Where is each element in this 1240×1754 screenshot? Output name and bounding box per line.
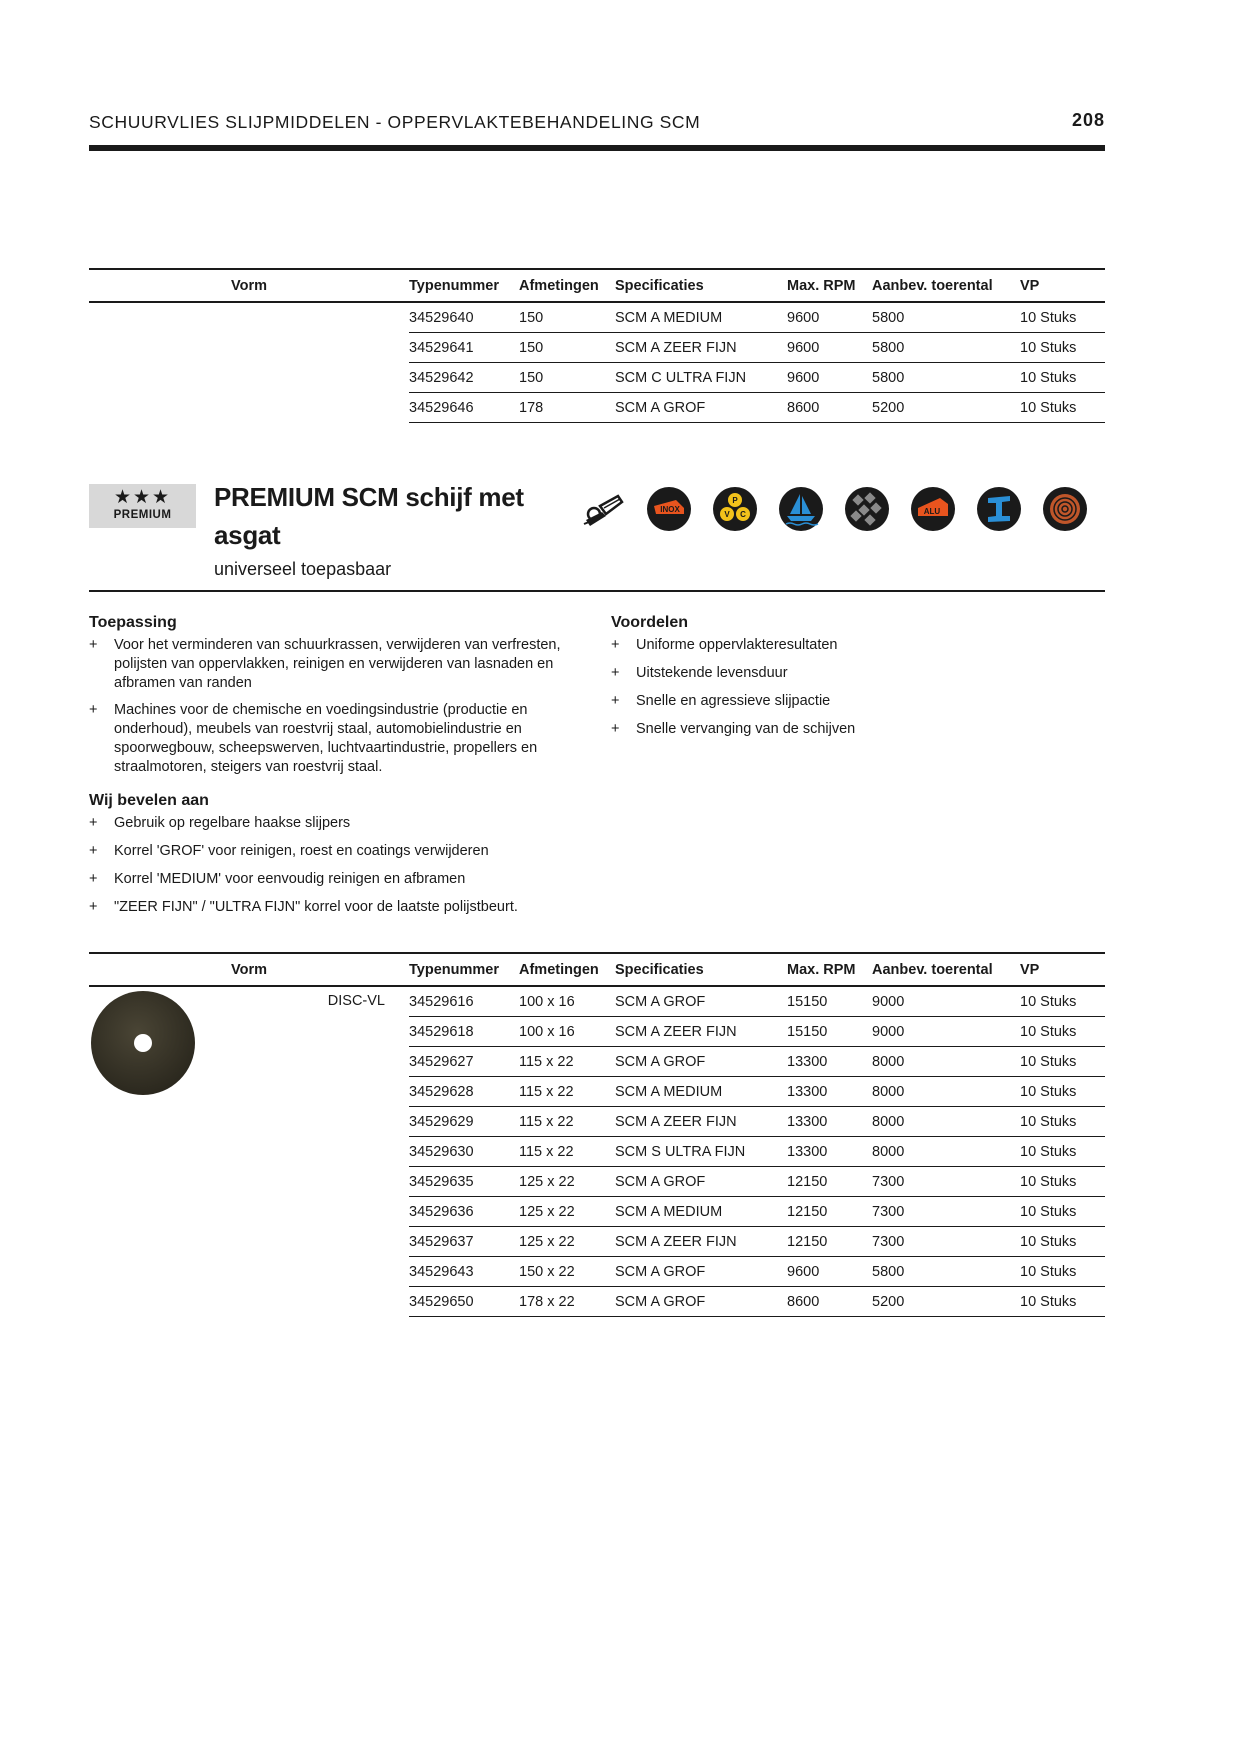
aanbev-toerental-cell: 5800 <box>872 333 1020 363</box>
max-rpm-cell: 13300 <box>787 1107 872 1137</box>
list-item: + Snelle vervanging van de schijven <box>611 720 1071 739</box>
max-rpm-cell: 9600 <box>787 1257 872 1287</box>
afmetingen-cell: 150 <box>519 302 615 333</box>
header-rule <box>89 145 1105 151</box>
aanbev-toerental-cell: 8000 <box>872 1077 1020 1107</box>
vp-cell: 10 Stuks <box>1020 1137 1105 1167</box>
premium-stars-icon: ★★★ <box>113 487 172 508</box>
column-header-aanbev-toerental: Aanbev. toerental <box>872 953 1020 986</box>
column-header-vorm: Vorm <box>89 269 409 302</box>
max-rpm-cell: 15150 <box>787 986 872 1017</box>
list-item: + Voor het verminderen van schuurkrassen, verwijderen van verfresten, polijsten van oppervlakken, reinigen en verwijderen van lasnaden en afbramen van randen <box>89 636 589 693</box>
page-number: 208 <box>1071 110 1105 130</box>
aanbev-toerental-cell: 7300 <box>872 1167 1020 1197</box>
table-row <box>89 302 1105 333</box>
column-header-aanbev-toerental: Aanbev. toerental <box>872 269 1020 302</box>
table-2-body <box>89 986 1105 1317</box>
page-header-title: SCHUURVLIES SLIJPMIDDELEN - OPPERVLAKTEBEHANDELING SCM <box>89 112 701 132</box>
bevelen-list <box>89 814 649 926</box>
disc-product-image <box>90 990 196 1096</box>
svg-text:P: P <box>732 496 738 505</box>
column-header-specificaties: Specificaties <box>615 269 787 302</box>
max-rpm-cell: 9600 <box>787 302 872 333</box>
column-header-vp: VP <box>1020 269 1105 302</box>
list-item: + Uniforme oppervlakteresultaten <box>611 636 1071 655</box>
product-table-1 <box>89 268 1105 423</box>
svg-text:V: V <box>724 510 730 519</box>
specificaties-cell: SCM A GROF <box>615 1287 787 1317</box>
shape-label: DISC-VL <box>327 993 385 1009</box>
max-rpm-cell: 13300 <box>787 1137 872 1167</box>
angle-grinder-icon <box>580 486 626 532</box>
aanbev-toerental-cell: 5200 <box>872 393 1020 423</box>
afmetingen-cell: 100 x 16 <box>519 986 615 1017</box>
inox-icon <box>646 486 692 532</box>
inox-icon-label: INOX <box>660 505 680 514</box>
column-header-max-rpm: Max. RPM <box>787 269 872 302</box>
vp-cell: 10 Stuks <box>1020 1167 1105 1197</box>
alu-icon <box>910 486 956 532</box>
specificaties-cell: SCM A ZEER FIJN <box>615 1107 787 1137</box>
voordelen-list <box>611 636 1071 748</box>
max-rpm-cell: 12150 <box>787 1197 872 1227</box>
product-subtitle: universeel toepasbaar <box>214 559 392 579</box>
bevelen-heading: Wij bevelen aan <box>89 792 209 809</box>
aanbev-toerental-cell: 7300 <box>872 1227 1020 1257</box>
typenummer-cell: 34529642 <box>409 363 519 393</box>
aanbev-toerental-cell: 5800 <box>872 302 1020 333</box>
vp-cell: 10 Stuks <box>1020 1287 1105 1317</box>
max-rpm-cell: 12150 <box>787 1167 872 1197</box>
aanbev-toerental-cell: 7300 <box>872 1197 1020 1227</box>
afmetingen-cell: 100 x 16 <box>519 1017 615 1047</box>
afmetingen-cell: 178 <box>519 393 615 423</box>
aanbev-toerental-cell: 8000 <box>872 1137 1020 1167</box>
boat-icon <box>778 486 824 532</box>
specificaties-cell: SCM A GROF <box>615 1047 787 1077</box>
vorm-cell <box>89 302 409 423</box>
vp-cell: 10 Stuks <box>1020 1047 1105 1077</box>
column-header-vp: VP <box>1020 953 1105 986</box>
column-header-afmetingen: Afmetingen <box>519 953 615 986</box>
aanbev-toerental-cell: 9000 <box>872 986 1020 1017</box>
aanbev-toerental-cell: 5200 <box>872 1287 1020 1317</box>
vp-cell: 10 Stuks <box>1020 1017 1105 1047</box>
list-item: + Korrel 'MEDIUM' voor eenvoudig reinigen en afbramen <box>89 870 649 889</box>
typenummer-cell: 34529635 <box>409 1167 519 1197</box>
aanbev-toerental-cell: 5800 <box>872 363 1020 393</box>
wood-icon <box>1042 486 1088 532</box>
specificaties-cell: SCM C ULTRA FIJN <box>615 363 787 393</box>
afmetingen-cell: 125 x 22 <box>519 1227 615 1257</box>
vp-cell: 10 Stuks <box>1020 1257 1105 1287</box>
section-rule <box>89 590 1105 592</box>
table-1-body <box>89 302 1105 423</box>
toepassing-list <box>89 636 589 785</box>
stone-icon <box>844 486 890 532</box>
typenummer-cell: 34529628 <box>409 1077 519 1107</box>
max-rpm-cell: 8600 <box>787 393 872 423</box>
list-item: + Uitstekende levensduur <box>611 664 1071 683</box>
aanbev-toerental-cell: 9000 <box>872 1017 1020 1047</box>
max-rpm-cell: 12150 <box>787 1227 872 1257</box>
vp-cell: 10 Stuks <box>1020 393 1105 423</box>
product-title: PREMIUM SCM schijf met asgat <box>214 482 524 550</box>
afmetingen-cell: 150 <box>519 333 615 363</box>
afmetingen-cell: 178 x 22 <box>519 1287 615 1317</box>
afmetingen-cell: 115 x 22 <box>519 1137 615 1167</box>
vp-cell: 10 Stuks <box>1020 1107 1105 1137</box>
specificaties-cell: SCM A GROF <box>615 1257 787 1287</box>
afmetingen-cell: 115 x 22 <box>519 1077 615 1107</box>
max-rpm-cell: 9600 <box>787 333 872 363</box>
column-header-typenummer: Typenummer <box>409 269 519 302</box>
premium-badge-label: PREMIUM <box>113 509 172 521</box>
list-item: + Gebruik op regelbare haakse slijpers <box>89 814 649 833</box>
typenummer-cell: 34529629 <box>409 1107 519 1137</box>
max-rpm-cell: 15150 <box>787 1017 872 1047</box>
typenummer-cell: 34529643 <box>409 1257 519 1287</box>
vp-cell: 10 Stuks <box>1020 986 1105 1017</box>
vp-cell: 10 Stuks <box>1020 302 1105 333</box>
list-item: + Snelle en agressieve slijpactie <box>611 692 1071 711</box>
typenummer-cell: 34529637 <box>409 1227 519 1257</box>
afmetingen-cell: 115 x 22 <box>519 1107 615 1137</box>
max-rpm-cell: 13300 <box>787 1047 872 1077</box>
afmetingen-cell: 125 x 22 <box>519 1197 615 1227</box>
vp-cell: 10 Stuks <box>1020 1227 1105 1257</box>
specificaties-cell: SCM A MEDIUM <box>615 302 787 333</box>
steel-beam-icon <box>976 486 1022 532</box>
alu-icon-label: ALU <box>923 507 941 516</box>
typenummer-cell: 34529627 <box>409 1047 519 1077</box>
column-header-typenummer: Typenummer <box>409 953 519 986</box>
typenummer-cell: 34529618 <box>409 1017 519 1047</box>
specificaties-cell: SCM A ZEER FIJN <box>615 1227 787 1257</box>
specificaties-cell: SCM A ZEER FIJN <box>615 1017 787 1047</box>
afmetingen-cell: 150 <box>519 363 615 393</box>
typenummer-cell: 34529636 <box>409 1197 519 1227</box>
vp-cell: 10 Stuks <box>1020 1077 1105 1107</box>
table-row <box>89 986 1105 1017</box>
column-header-afmetingen: Afmetingen <box>519 269 615 302</box>
max-rpm-cell: 13300 <box>787 1077 872 1107</box>
column-header-max-rpm: Max. RPM <box>787 953 872 986</box>
specificaties-cell: SCM A GROF <box>615 393 787 423</box>
list-item: + Machines voor de chemische en voedingsindustrie (productie en onderhoud), meubels van roestvrij staal, automobielindustrie en spoorwegbouw, scheepswerven, luchtvaartindustrie, propellers en straalmotoren, steigers van roestvrij staal. <box>89 701 589 777</box>
typenummer-cell: 34529640 <box>409 302 519 333</box>
column-header-specificaties: Specificaties <box>615 953 787 986</box>
typenummer-cell: 34529641 <box>409 333 519 363</box>
typenummer-cell: 34529630 <box>409 1137 519 1167</box>
afmetingen-cell: 115 x 22 <box>519 1047 615 1077</box>
premium-badge <box>89 484 196 528</box>
voordelen-heading: Voordelen <box>611 614 689 631</box>
list-item: + Korrel 'GROF' voor reinigen, roest en coatings verwijderen <box>89 842 649 861</box>
specificaties-cell: SCM A ZEER FIJN <box>615 333 787 363</box>
column-header-vorm: Vorm <box>89 953 409 986</box>
specificaties-cell: SCM A GROF <box>615 986 787 1017</box>
table-header-row <box>89 269 1105 302</box>
list-item: + "ZEER FIJN" / "ULTRA FIJN" korrel voor de laatste polijstbeurt. <box>89 898 649 917</box>
specificaties-cell: SCM A MEDIUM <box>615 1077 787 1107</box>
vp-cell: 10 Stuks <box>1020 333 1105 363</box>
typenummer-cell: 34529646 <box>409 393 519 423</box>
table-header-row <box>89 953 1105 986</box>
vp-cell: 10 Stuks <box>1020 363 1105 393</box>
product-table-2 <box>89 952 1105 1317</box>
afmetingen-cell: 125 x 22 <box>519 1167 615 1197</box>
typenummer-cell: 34529650 <box>409 1287 519 1317</box>
toepassing-heading: Toepassing <box>89 614 177 631</box>
typenummer-cell: 34529616 <box>409 986 519 1017</box>
max-rpm-cell: 8600 <box>787 1287 872 1317</box>
max-rpm-cell: 9600 <box>787 363 872 393</box>
specificaties-cell: SCM A MEDIUM <box>615 1197 787 1227</box>
specificaties-cell: SCM A GROF <box>615 1167 787 1197</box>
aanbev-toerental-cell: 5800 <box>872 1257 1020 1287</box>
aanbev-toerental-cell: 8000 <box>872 1047 1020 1077</box>
svg-text:C: C <box>740 510 746 519</box>
pvc-icon <box>712 486 758 532</box>
specificaties-cell: SCM S ULTRA FIJN <box>615 1137 787 1167</box>
vp-cell: 10 Stuks <box>1020 1197 1105 1227</box>
aanbev-toerental-cell: 8000 <box>872 1107 1020 1137</box>
afmetingen-cell: 150 x 22 <box>519 1257 615 1287</box>
